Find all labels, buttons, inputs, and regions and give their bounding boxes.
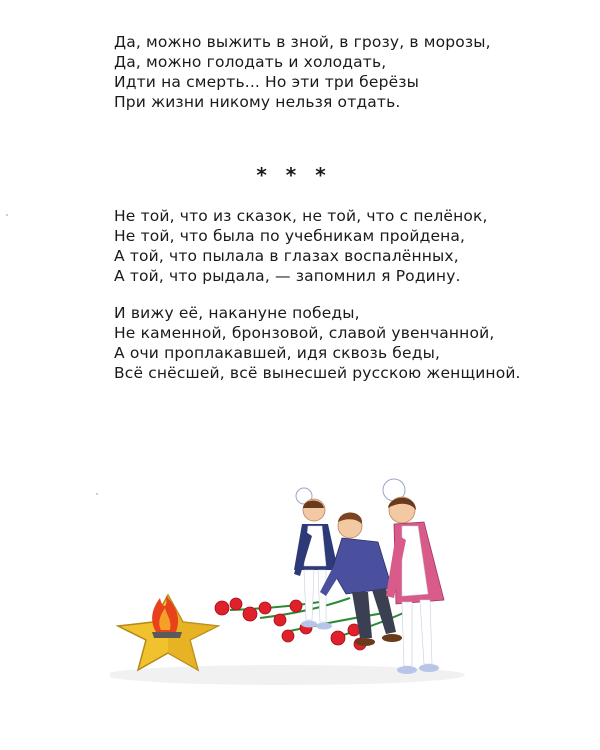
poem-line: А той, что рыдала, — запомнил я Родину. bbox=[114, 267, 461, 285]
carnation-flower bbox=[243, 607, 257, 621]
eternal-flame-illustration bbox=[110, 470, 470, 690]
poem-line: Не каменной, бронзовой, славой увенчанной, bbox=[114, 324, 495, 342]
carnations bbox=[215, 598, 366, 650]
carnation-flower bbox=[290, 600, 302, 612]
poem-line: А той, что пылала в глазах воспалённых, bbox=[114, 247, 459, 265]
poem-stanza-3 bbox=[114, 303, 521, 383]
flame-base bbox=[152, 632, 182, 638]
leg bbox=[402, 602, 412, 666]
poem-stanza-2 bbox=[114, 206, 488, 286]
poem-line: И вижу её, накануне победы, bbox=[114, 304, 360, 322]
leg bbox=[304, 570, 314, 620]
leg bbox=[420, 600, 432, 664]
carnation-flower bbox=[331, 631, 345, 645]
carnation-flower bbox=[215, 601, 229, 615]
leg bbox=[318, 570, 326, 622]
scan-speck bbox=[96, 493, 98, 495]
poem-line: Да, можно выжить в зной, в грозу, в морозы, bbox=[114, 33, 491, 51]
carnation-flower bbox=[282, 630, 294, 642]
shoe bbox=[355, 638, 375, 646]
poem-line: Идти на смерть... Но эти три берёзы bbox=[114, 73, 420, 91]
poem-line: Не той, что из сказок, не той, что с пелёнок, bbox=[114, 207, 488, 225]
scan-speck bbox=[6, 214, 8, 216]
carnation-flower bbox=[274, 614, 286, 626]
shoe bbox=[419, 664, 439, 672]
girl-right-figure bbox=[383, 479, 444, 674]
section-divider-asterisks: * * * bbox=[256, 163, 332, 187]
poem-line: Не той, что была по учебникам пройдена, bbox=[114, 227, 466, 245]
carnation-flower bbox=[259, 602, 271, 614]
poem-line: При жизни никому нельзя отдать. bbox=[114, 93, 401, 111]
poem-line: Всё снёсшей, всё вынесшей русскою женщиной. bbox=[114, 364, 521, 382]
shoe bbox=[397, 666, 417, 674]
carnation-flower bbox=[230, 598, 242, 610]
shoe bbox=[382, 634, 402, 642]
shoe bbox=[301, 621, 317, 628]
poem-line: Да, можно голодать и холодать, bbox=[114, 53, 387, 71]
shoe bbox=[316, 623, 332, 630]
poem-line: А очи проплакавшей, идя сквозь беды, bbox=[114, 344, 441, 362]
poem-stanza-1 bbox=[114, 32, 491, 112]
